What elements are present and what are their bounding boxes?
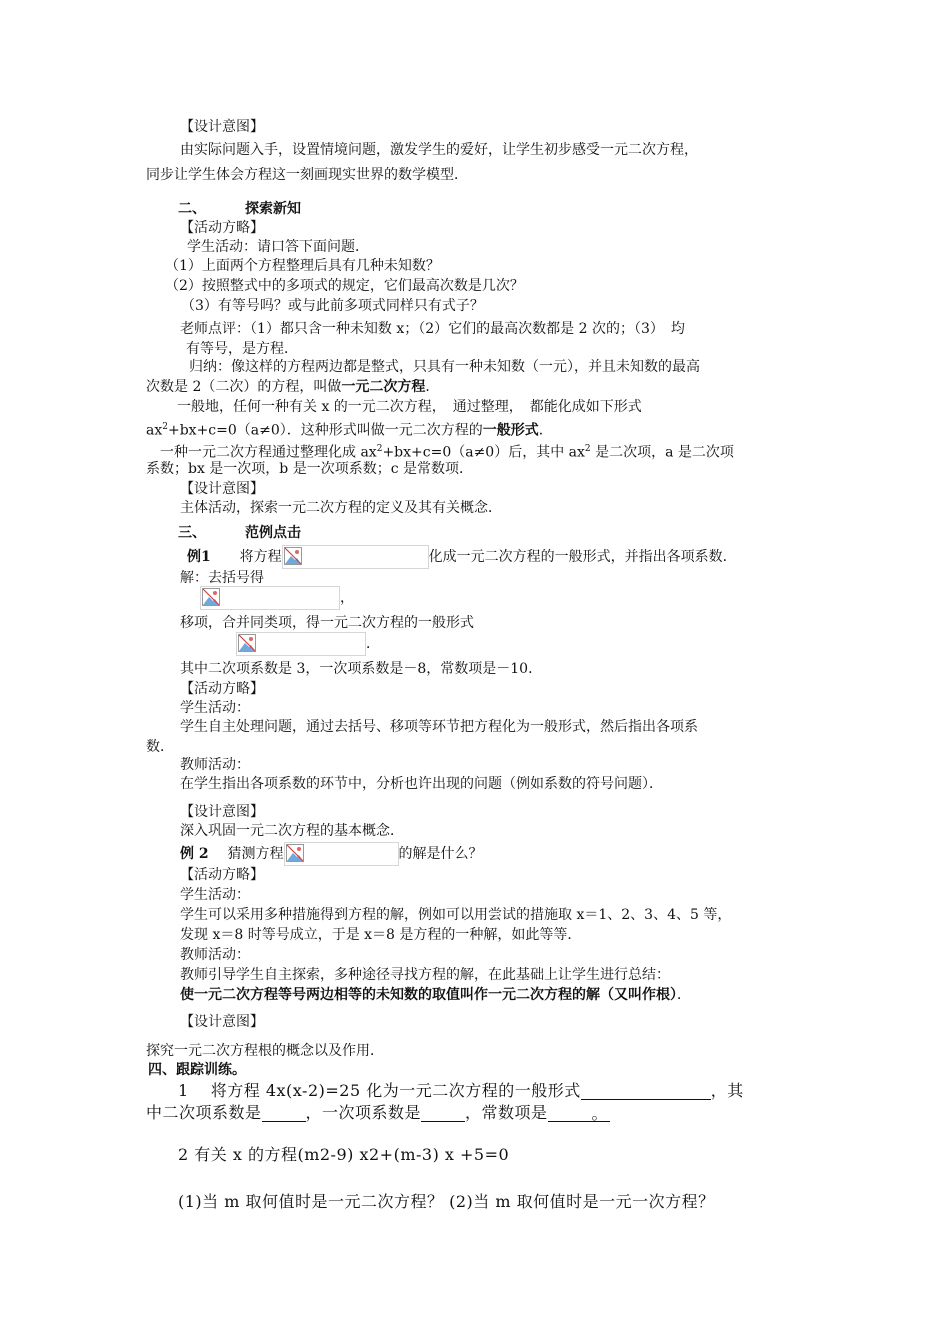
- example-label: 例1: [187, 549, 211, 565]
- general-line: 一般地，任何一种有关 x 的一元二次方程， 通过整理， 都能化成如下形式: [177, 399, 642, 415]
- paragraph-line: 教师引导学生自主探索，多种途径寻找方程的解，在此基础上让学生进行总结：: [180, 967, 670, 983]
- section-number: 二、: [178, 201, 206, 217]
- end-mark: 。: [591, 1104, 609, 1123]
- broken-image-icon: [284, 547, 302, 565]
- definition-line: 使一元二次方程等号两边相等的未知数的取值叫作一元二次方程的解（又叫作根）．: [180, 987, 691, 1003]
- broken-image-icon: [238, 634, 256, 652]
- answer-blank[interactable]: [581, 1083, 711, 1100]
- exercise-1-line-2: 中二次项系数是 ，一次项系数是 ，常数项是 。: [146, 1103, 609, 1123]
- answer-blank[interactable]: [421, 1105, 465, 1122]
- teacher-activity-label: 教师活动：: [180, 947, 250, 963]
- exercise-2-questions: (1)当 m 取何值时是一元二次方程？ (2)当 m 取何值时是一元一次方程？: [178, 1192, 715, 1211]
- solution-label: 解：去括号得: [180, 570, 264, 586]
- design-intent-tag-1: 【设计意图】: [180, 119, 264, 135]
- summary-line: 归纳：像这样的方程两边都是整式，只具有一种未知数（一元），并且未知数的最高: [189, 359, 700, 375]
- exercise-2-line: 2 有关 x 的方程(m2-9) x2+(m-3) x +5=0: [178, 1145, 510, 1164]
- activity-tag: 【活动方略】: [180, 867, 264, 883]
- paragraph-line: 同步让学生体会方程这一刻画现实世界的数学模型．: [146, 167, 468, 183]
- teacher-comment: 老师点评：（1）都只含一种未知数 x；（2）它们的最高次数都是 2 次的；（3） 均: [180, 321, 685, 337]
- question-2: （2）按照整式中的多项式的规定，它们最高次数是几次？: [165, 278, 524, 294]
- paragraph-line: 由实际问题入手，设置情境问题，激发学生的爱好，让学生初步感受一元二次方程，: [180, 142, 698, 158]
- answer-blank[interactable]: [262, 1105, 306, 1122]
- design-intent-tag-2: 【设计意图】: [180, 481, 264, 497]
- paragraph-line: 学生可以采用多种措施得到方程的解，例如可以用尝试的措施取 x＝1、2、3、4、5 等，: [180, 907, 732, 923]
- equation-line: ，: [200, 586, 354, 610]
- term-bold: 一元二次方程: [341, 379, 426, 395]
- paragraph-line: 数．: [146, 739, 174, 755]
- paragraph-line: 在学生指出各项系数的环节中，分析也许出现的问题（例如系数的符号问题）．: [180, 776, 663, 792]
- paragraph-line: 学生自主处理问题，通过去括号、移项等环节把方程化为一般形式，然后指出各项系: [180, 719, 698, 735]
- design-intent-tag-4: 【设计意图】: [180, 1014, 264, 1030]
- teacher-activity-label: 教师活动：: [180, 757, 250, 773]
- paragraph-line: 其中二次项系数是 3，一次项系数是－8，常数项是－10．: [180, 661, 543, 677]
- example-label: 例 2: [180, 846, 209, 862]
- student-activity-label: 学生活动：: [180, 887, 250, 903]
- section-title: 四、跟踪训练。: [148, 1062, 246, 1078]
- paragraph-line: 学生活动：请口答下面问题．: [187, 239, 369, 255]
- summary-line-2: 次数是 2（二次）的方程，叫做一元二次方程．: [146, 379, 440, 395]
- question-3: （3）有等号吗？或与此前多项式同样只有式子？: [181, 298, 484, 314]
- example-1-line: 例1 将方程 化成一元二次方程的一般形式，并指出各项系数．: [187, 545, 737, 569]
- activity-tag: 【活动方略】: [180, 681, 264, 697]
- equation-image: [284, 842, 399, 866]
- broken-image-icon: [202, 588, 220, 606]
- equation-line: ．: [236, 632, 380, 656]
- equation-image: [200, 586, 340, 610]
- teacher-comment-cont: 有等号，是方程．: [186, 341, 298, 357]
- paragraph-line: 主体活动，探索一元二次方程的定义及其有关概念．: [180, 500, 502, 516]
- broken-image-icon: [286, 844, 304, 862]
- paragraph-line: 移项，合并同类项，得一元二次方程的一般形式: [180, 615, 474, 631]
- design-intent-tag-3: 【设计意图】: [180, 804, 264, 820]
- equation-image: [282, 545, 429, 569]
- example-2-line: 例 2 猜测方程 的解是什么？: [180, 842, 483, 866]
- terms-line-2: 系数；bx 是一次项，b 是一次项系数；c 是常数项．: [146, 461, 474, 477]
- section-title: 探索新知: [245, 201, 301, 217]
- answer-blank[interactable]: [548, 1105, 592, 1122]
- section-title: 范例点击: [245, 525, 301, 541]
- paragraph-line: 发现 x＝8 时等号成立，于是 x＝8 是方程的一种解，如此等等．: [180, 927, 582, 943]
- term-bold: 一般形式: [482, 422, 539, 439]
- paragraph-line: 探究一元二次方程根的概念以及作用．: [146, 1043, 384, 1059]
- paragraph-line: 深入巩固一元二次方程的基本概念．: [180, 823, 404, 839]
- terms-line: 一种一元二次方程通过整理化成 $ax^2+bx+c=0(a\ne 0)$后，其中 $ax^2$ 是二次项，a 是二次项: [160, 444, 734, 461]
- question-1: （1）上面两个方程整理后具有几种未知数？: [165, 258, 440, 274]
- activity-tag: 【活动方略】: [180, 220, 264, 236]
- student-activity-label: 学生活动：: [180, 700, 250, 716]
- exercise-1-line: 1 将方程 4x(x-2)=25 化为一元二次方程的一般形式 ，其: [178, 1081, 744, 1100]
- equation-image: [236, 632, 366, 656]
- section-number: 三、: [178, 525, 206, 541]
- general-form-line: $ax^2+bx+c=0(a\ne 0)$．这种形式叫做一元二次方程的一般形式．: [146, 422, 553, 439]
